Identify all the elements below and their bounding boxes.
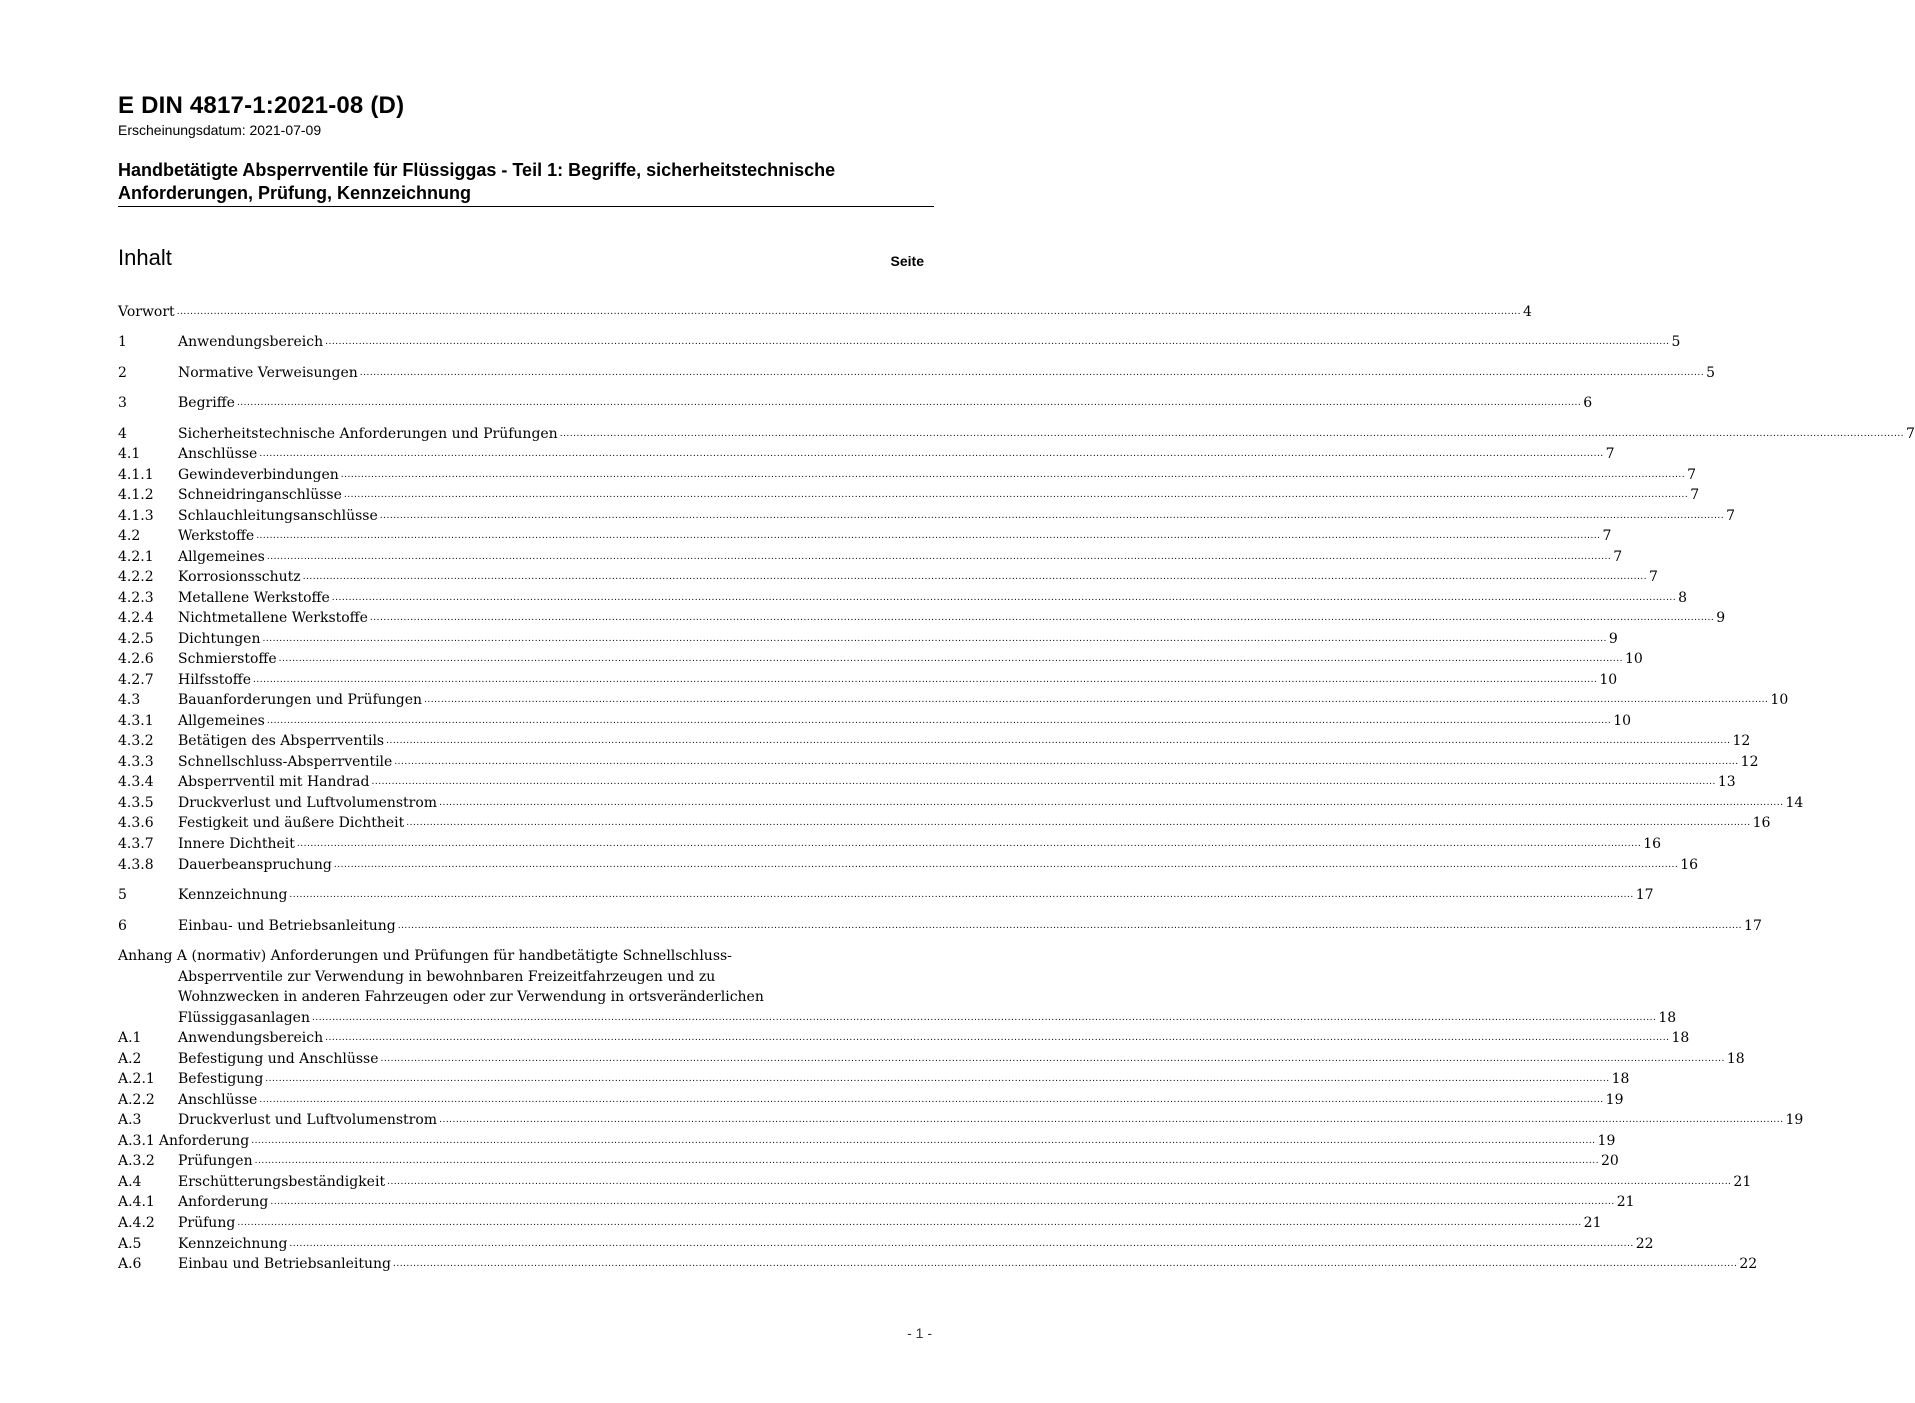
toc-entry-title: Prüfungen bbox=[178, 1153, 253, 1169]
toc-entry-number: A.2.2 bbox=[118, 1092, 155, 1108]
toc-leader-dots: ................................................................................................................................................................................................................................................................................................................................................................................................................ bbox=[387, 1177, 1732, 1187]
toc-entry-title: Schmierstoffe bbox=[178, 651, 277, 667]
toc-entry-title: Anwendungsbereich bbox=[178, 1030, 324, 1046]
toc-entry-number: 4.1.2 bbox=[118, 487, 154, 503]
toc-entry[interactable] bbox=[118, 885, 1654, 905]
annex-a-title-line[interactable]: Absperrventile zur Verwendung in bewohnbaren Freizeitfahrzeugen und zu bbox=[178, 969, 716, 985]
toc-entry[interactable] bbox=[118, 567, 1658, 587]
toc-entry[interactable] bbox=[118, 444, 1615, 464]
toc-entry-number: 4.3.1 bbox=[118, 713, 154, 729]
toc-entry-page: 17 bbox=[1744, 918, 1762, 934]
toc-leader-dots: ................................................................................................................................................................................................................................................................................................................................................................................................................ bbox=[406, 818, 1751, 828]
toc-entry-page: 18 bbox=[1658, 1010, 1677, 1026]
toc-entry-title: Erschütterungsbeständigkeit bbox=[178, 1174, 386, 1190]
toc-leader-dots: ................................................................................................................................................................................................................................................................................................................................................................................................................ bbox=[380, 1054, 1725, 1064]
toc-entry[interactable] bbox=[118, 1049, 1745, 1069]
toc-entry[interactable] bbox=[118, 629, 1618, 649]
toc-entry-page: 21 bbox=[1616, 1194, 1635, 1210]
document-title bbox=[118, 159, 936, 205]
toc-entry-title: Anschlüsse bbox=[178, 1092, 258, 1108]
toc-entry-page: 8 bbox=[1678, 590, 1688, 606]
toc-entry-number: 4.2 bbox=[118, 528, 141, 544]
toc-entry-number: 4.1 bbox=[118, 446, 141, 462]
toc-entry[interactable] bbox=[118, 731, 1751, 751]
toc-entry-title: Kennzeichnung bbox=[178, 1236, 288, 1252]
toc-entry-number: 4.2.2 bbox=[118, 569, 154, 585]
toc-entry-number: 4.3 bbox=[118, 692, 141, 708]
toc-entry-page: 7 bbox=[1602, 528, 1612, 544]
toc-entry-number: A.3.1 bbox=[118, 1133, 155, 1149]
toc-entry-page: 10 bbox=[1613, 713, 1632, 729]
toc-entry-number: 4.3.3 bbox=[118, 754, 154, 770]
document-title-line: Handbetätigte Absperrventile für Flüssiggas - Teil 1: Begriffe, sicherheitstechnische bbox=[118, 160, 836, 180]
toc-entry-number: 4.3.7 bbox=[118, 836, 154, 852]
toc-entry-page: 9 bbox=[1716, 610, 1726, 626]
toc-entry-title: Druckverlust und Luftvolumenstrom bbox=[178, 1112, 438, 1128]
toc-entry-number: A.3 bbox=[118, 1112, 142, 1128]
toc-entry-page: 7 bbox=[1726, 508, 1736, 524]
toc-entry[interactable] bbox=[118, 649, 1643, 669]
toc-entry-page: 19 bbox=[1597, 1133, 1616, 1149]
toc-entry-title: Gewindeverbindungen bbox=[178, 467, 339, 483]
toc-entry-number: A.4.1 bbox=[118, 1194, 155, 1210]
toc-entry-title: Befestigung und Anschlüsse bbox=[178, 1051, 379, 1067]
toc-leader-dots: ................................................................................................................................................................................................................................................................................................................................................................................................................ bbox=[262, 634, 1607, 644]
toc-entry-page: 16 bbox=[1643, 836, 1662, 852]
toc-entry-page: 18 bbox=[1671, 1030, 1690, 1046]
toc-leader-dots: ................................................................................................................................................................................................................................................................................................................................................................................................................ bbox=[325, 337, 1670, 347]
toc-leader-dots: ................................................................................................................................................................................................................................................................................................................................................................................................................ bbox=[325, 1033, 1670, 1043]
toc-entry[interactable] bbox=[118, 1110, 1804, 1130]
toc-entry[interactable] bbox=[118, 813, 1771, 833]
toc-entry-page: 5 bbox=[1706, 365, 1716, 381]
toc-entry-page: 7 bbox=[1906, 426, 1915, 442]
toc-entry[interactable] bbox=[118, 772, 1736, 792]
toc-leader-dots: ................................................................................................................................................................................................................................................................................................................................................................................................................ bbox=[386, 736, 1731, 746]
toc-entry-number: 4.3.2 bbox=[118, 733, 154, 749]
toc-entry[interactable] bbox=[118, 588, 1688, 608]
toc-entry-number: A.2.1 bbox=[118, 1071, 155, 1087]
toc-entry-title: Anforderung bbox=[178, 1194, 269, 1210]
toc-entry[interactable] bbox=[118, 1213, 1602, 1233]
toc-entry-number: 4.2.3 bbox=[118, 590, 154, 606]
toc-entry-page: 13 bbox=[1717, 774, 1736, 790]
toc-entry-title: Dichtungen bbox=[178, 631, 261, 647]
toc-entry-number: 4.3.4 bbox=[118, 774, 154, 790]
toc-entry-number: 4.2.1 bbox=[118, 549, 154, 565]
toc-entry-title: Vorwort bbox=[118, 304, 175, 320]
toc-entry-page: 7 bbox=[1605, 446, 1615, 462]
toc-entry-number: 5 bbox=[118, 887, 127, 903]
toc-entry-title: Hilfsstoffe bbox=[178, 672, 252, 688]
toc-entry-page: 17 bbox=[1635, 887, 1654, 903]
toc-entry[interactable] bbox=[118, 1172, 1752, 1192]
toc-entry-title: Nichtmetallene Werkstoffe bbox=[178, 610, 368, 626]
toc-entry-page: 6 bbox=[1583, 395, 1593, 411]
toc-entry-title: Befestigung bbox=[178, 1071, 264, 1087]
toc-entry-page: 10 bbox=[1599, 672, 1618, 688]
toc-leader-dots: ................................................................................................................................................................................................................................................................................................................................................................................................................ bbox=[236, 398, 1582, 408]
toc-entry-title: Werkstoffe bbox=[178, 528, 255, 544]
toc-entry[interactable] bbox=[118, 1151, 1619, 1171]
toc-leader-dots: ................................................................................................................................................................................................................................................................................................................................................................................................................ bbox=[439, 1115, 1784, 1125]
toc-entry[interactable] bbox=[118, 916, 1762, 936]
toc-entry-title: Anforderung bbox=[158, 1133, 250, 1149]
toc-entry-title: Schnellschluss-Absperrventile bbox=[178, 754, 393, 770]
toc-leader-dots: ................................................................................................................................................................................................................................................................................................................................................................................................................ bbox=[369, 613, 1715, 623]
toc-entry-title: Normative Verweisungen bbox=[178, 365, 358, 381]
toc-entry[interactable] bbox=[118, 332, 1681, 352]
toc-entry[interactable] bbox=[118, 1254, 1758, 1274]
toc-entry-number: A.3.2 bbox=[118, 1153, 155, 1169]
toc-entry-title: Einbau- und Betriebsanleitung bbox=[178, 918, 396, 934]
title-divider bbox=[118, 206, 934, 207]
toc-entry-title: Festigkeit und äußere Dichtheit bbox=[178, 815, 405, 831]
toc-entry-page: 7 bbox=[1649, 569, 1658, 585]
toc-entry-title: Prüfung bbox=[178, 1215, 236, 1231]
toc-entry-number: A.6 bbox=[118, 1256, 142, 1272]
toc-leader-dots: ................................................................................................................................................................................................................................................................................................................................................................................................................ bbox=[397, 921, 1743, 931]
toc-entry[interactable] bbox=[118, 670, 1618, 690]
toc-entry[interactable] bbox=[118, 485, 1700, 505]
toc-entry-page: 22 bbox=[1635, 1236, 1654, 1252]
toc-leader-dots: ................................................................................................................................................................................................................................................................................................................................................................................................................ bbox=[559, 429, 1905, 439]
toc-entry[interactable] bbox=[118, 793, 1804, 813]
toc-leader-dots: ................................................................................................................................................................................................................................................................................................................................................................................................................ bbox=[439, 798, 1784, 808]
annex-a-title-line[interactable]: Anhang A (normativ) Anforderungen und Prüfungen für handbetätigte Schnellschluss- bbox=[118, 948, 732, 964]
toc-entry-title: Dauerbeanspruchung bbox=[178, 857, 332, 873]
toc-leader-dots: ................................................................................................................................................................................................................................................................................................................................................................................................................ bbox=[266, 716, 1612, 726]
toc-leader-dots: ................................................................................................................................................................................................................................................................................................................................................................................................................ bbox=[302, 572, 1648, 582]
publication-date: Erscheinungsdatum: 2021-07-09 bbox=[118, 122, 322, 138]
toc-entry-number: 4.3.6 bbox=[118, 815, 154, 831]
toc-entry-title: Metallene Werkstoffe bbox=[178, 590, 330, 606]
toc-entry[interactable] bbox=[118, 1028, 1690, 1048]
toc-entry-title: Anwendungsbereich bbox=[178, 334, 324, 350]
toc-leader-dots: ................................................................................................................................................................................................................................................................................................................................................................................................................ bbox=[343, 490, 1689, 500]
toc-entry-page: 9 bbox=[1608, 631, 1618, 647]
toc-entry-number: 4.3.8 bbox=[118, 857, 154, 873]
toc-entry-page: 7 bbox=[1687, 467, 1697, 483]
toc-entry-page: 10 bbox=[1625, 651, 1643, 667]
toc-entry-page: 14 bbox=[1785, 795, 1804, 811]
toc-entry[interactable] bbox=[118, 393, 1593, 413]
toc-entry[interactable] bbox=[118, 690, 1789, 710]
toc-entry-title: Kennzeichnung bbox=[178, 887, 288, 903]
toc-entry[interactable] bbox=[118, 506, 1736, 526]
toc-entry-title: Druckverlust und Luftvolumenstrom bbox=[178, 795, 438, 811]
toc-entry-number: A.4.2 bbox=[118, 1215, 155, 1231]
toc-leader-dots: ................................................................................................................................................................................................................................................................................................................................................................................................................ bbox=[265, 1074, 1610, 1084]
document-title-line: Anforderungen, Prüfung, Kennzeichnung bbox=[118, 183, 471, 203]
toc-entry[interactable] bbox=[118, 1090, 1624, 1110]
toc-entry[interactable] bbox=[118, 1131, 1616, 1151]
document-id: E DIN 4817-1:2021-08 (D) bbox=[118, 92, 405, 119]
toc-entry-page: 7 bbox=[1613, 549, 1623, 565]
toc-entry[interactable] bbox=[118, 1069, 1630, 1089]
toc-leader-dots: ................................................................................................................................................................................................................................................................................................................................................................................................................ bbox=[251, 1136, 1596, 1146]
toc-entry-number: 4 bbox=[118, 426, 127, 442]
toc-leader-dots: ................................................................................................................................................................................................................................................................................................................................................................................................................ bbox=[424, 695, 1769, 705]
toc-entry[interactable] bbox=[118, 1234, 1654, 1254]
toc-entry[interactable] bbox=[118, 424, 1915, 444]
toc-leader-dots: ................................................................................................................................................................................................................................................................................................................................................................................................................ bbox=[331, 593, 1677, 603]
toc-entry-title: Schlauchleitungsanschlüsse bbox=[178, 508, 378, 524]
toc-entry-page: 21 bbox=[1583, 1215, 1602, 1231]
toc-leader-dots: ................................................................................................................................................................................................................................................................................................................................................................................................................ bbox=[259, 1095, 1604, 1105]
toc-leader-dots: ................................................................................................................................................................................................................................................................................................................................................................................................................ bbox=[340, 470, 1686, 480]
toc-leader-dots: ................................................................................................................................................................................................................................................................................................................................................................................................................ bbox=[253, 675, 1598, 685]
toc-entry-number: A.5 bbox=[118, 1236, 142, 1252]
toc-entry-page: 18 bbox=[1726, 1051, 1745, 1067]
toc-entry-number: 4.2.5 bbox=[118, 631, 154, 647]
toc-entry-title: Betätigen des Absperrventils bbox=[178, 733, 385, 749]
toc-entry-page: 20 bbox=[1600, 1153, 1619, 1169]
toc-entry-page: 19 bbox=[1605, 1092, 1624, 1108]
toc-leader-dots: ................................................................................................................................................................................................................................................................................................................................................................................................................ bbox=[394, 757, 1739, 767]
toc-entry-page: 12 bbox=[1740, 754, 1759, 770]
toc-entry-page: 10 bbox=[1770, 692, 1789, 708]
toc-entry-number: 3 bbox=[118, 395, 127, 411]
toc-entry-page: 21 bbox=[1733, 1174, 1752, 1190]
toc-entry-title: Innere Dichtheit bbox=[178, 836, 295, 852]
toc-entry-title: Absperrventil mit Handrad bbox=[178, 774, 370, 790]
toc-entry-title: Allgemeines bbox=[178, 549, 265, 565]
toc-entry-number: 2 bbox=[118, 365, 127, 381]
toc-entry[interactable] bbox=[118, 608, 1726, 628]
toc-entry[interactable] bbox=[118, 834, 1662, 854]
toc-entry-number: 4.1.1 bbox=[118, 467, 154, 483]
toc-entry-number: 4.3.5 bbox=[118, 795, 154, 811]
toc-entry-title: Begriffe bbox=[178, 395, 235, 411]
toc-entry-title: Einbau und Betriebsanleitung bbox=[178, 1256, 391, 1272]
toc-entry-title: Flüssiggasanlagen bbox=[178, 1010, 310, 1026]
toc-entry-page: 16 bbox=[1680, 857, 1699, 873]
toc-leader-dots: ................................................................................................................................................................................................................................................................................................................................................................................................................ bbox=[278, 654, 1623, 664]
toc-entry-page: 22 bbox=[1739, 1256, 1758, 1272]
toc-entry-number: 1 bbox=[118, 334, 127, 350]
toc-heading: Inhalt bbox=[118, 245, 172, 270]
toc-leader-dots: ................................................................................................................................................................................................................................................................................................................................................................................................................ bbox=[259, 449, 1604, 459]
toc-entry-title: Anschlüsse bbox=[178, 446, 258, 462]
annex-a-title-line[interactable]: Wohnzwecken in anderen Fahrzeugen oder zur Verwendung in ortsveränderlichen bbox=[178, 989, 764, 1005]
toc-entry-page: 5 bbox=[1671, 334, 1681, 350]
toc-entry-number: 4.2.7 bbox=[118, 672, 154, 688]
toc-entry-annex-a[interactable] bbox=[178, 1008, 1677, 1028]
toc-entry-number: A.4 bbox=[118, 1174, 142, 1190]
toc-leader-dots: ................................................................................................................................................................................................................................................................................................................................................................................................................ bbox=[333, 860, 1679, 870]
toc-leader-dots: ................................................................................................................................................................................................................................................................................................................................................................................................................ bbox=[359, 368, 1705, 378]
toc-entry-number: A.2 bbox=[118, 1051, 142, 1067]
toc-leader-dots: ................................................................................................................................................................................................................................................................................................................................................................................................................ bbox=[176, 307, 1522, 317]
toc-leader-dots: ................................................................................................................................................................................................................................................................................................................................................................................................................ bbox=[379, 511, 1725, 521]
toc-entry-title: Sicherheitstechnische Anforderungen und Prüfungen bbox=[178, 426, 558, 442]
page-column-label: Seite bbox=[890, 253, 924, 269]
page-number: - 1 - bbox=[907, 1325, 932, 1341]
toc-leader-dots: ................................................................................................................................................................................................................................................................................................................................................................................................................ bbox=[289, 1239, 1634, 1249]
toc-entry-vorwort[interactable] bbox=[118, 302, 1532, 322]
toc-entry[interactable] bbox=[118, 855, 1699, 875]
toc-leader-dots: ................................................................................................................................................................................................................................................................................................................................................................................................................ bbox=[256, 531, 1601, 541]
toc-entry-title: Korrosionsschutz bbox=[178, 569, 301, 585]
toc-entry[interactable] bbox=[118, 526, 1612, 546]
toc-leader-dots: ................................................................................................................................................................................................................................................................................................................................................................................................................ bbox=[289, 890, 1634, 900]
toc-entry-page: 18 bbox=[1611, 1071, 1630, 1087]
toc-entry-title: Schneidringanschlüsse bbox=[178, 487, 342, 503]
toc-entry-page: 12 bbox=[1732, 733, 1751, 749]
toc-entry[interactable] bbox=[118, 752, 1759, 772]
toc-entry[interactable] bbox=[118, 1192, 1635, 1212]
toc-entry-page: 19 bbox=[1785, 1112, 1804, 1128]
toc-entry-number: 4.2.6 bbox=[118, 651, 154, 667]
toc-entry-number: A.1 bbox=[118, 1030, 142, 1046]
toc-entry-title: Allgemeines bbox=[178, 713, 265, 729]
toc-leader-dots: ................................................................................................................................................................................................................................................................................................................................................................................................................ bbox=[311, 1013, 1657, 1023]
toc-entry[interactable] bbox=[118, 363, 1716, 383]
toc-entry[interactable] bbox=[118, 465, 1697, 485]
toc-entry-title: Bauanforderungen und Prüfungen bbox=[178, 692, 423, 708]
toc-entry-page: 7 bbox=[1690, 487, 1700, 503]
toc-entry-page: 16 bbox=[1752, 815, 1771, 831]
toc-leader-dots: ................................................................................................................................................................................................................................................................................................................................................................................................................ bbox=[371, 777, 1716, 787]
toc-entry[interactable] bbox=[118, 547, 1623, 567]
toc-leader-dots: ................................................................................................................................................................................................................................................................................................................................................................................................................ bbox=[254, 1156, 1599, 1166]
toc-leader-dots: ................................................................................................................................................................................................................................................................................................................................................................................................................ bbox=[237, 1218, 1582, 1228]
toc-entry-number: 6 bbox=[118, 918, 127, 934]
toc-leader-dots: ................................................................................................................................................................................................................................................................................................................................................................................................................ bbox=[270, 1197, 1615, 1207]
toc-entry-page: 4 bbox=[1523, 304, 1532, 320]
toc-leader-dots: ................................................................................................................................................................................................................................................................................................................................................................................................................ bbox=[392, 1259, 1738, 1269]
toc-leader-dots: ................................................................................................................................................................................................................................................................................................................................................................................................................ bbox=[296, 839, 1642, 849]
toc-leader-dots: ................................................................................................................................................................................................................................................................................................................................................................................................................ bbox=[266, 552, 1612, 562]
toc-entry[interactable] bbox=[118, 711, 1632, 731]
toc-entry-number: 4.1.3 bbox=[118, 508, 154, 524]
toc-entry-number: 4.2.4 bbox=[118, 610, 154, 626]
